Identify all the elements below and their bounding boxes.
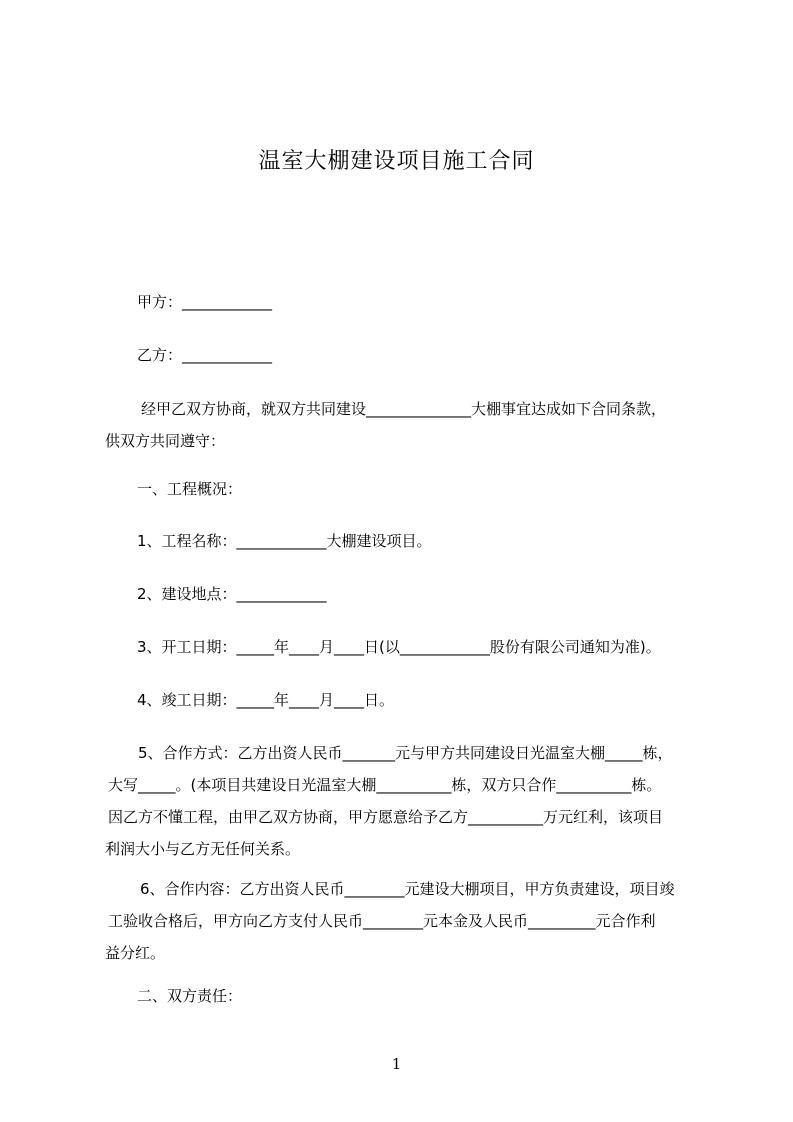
page-number: 1 — [391, 1055, 402, 1073]
item-1-project-name: 1、工程名称：____________大棚建设项目。 — [137, 532, 432, 550]
item-6-cooperation-content — [105, 873, 675, 969]
section-1-heading: 一、工程概况： — [137, 480, 243, 498]
item-5-line-1: 5、合作方式：乙方出资人民币_______元与甲方共同建设日光温室大棚_____栋， — [138, 744, 673, 762]
party-a-line: 甲方：____________ — [137, 293, 273, 311]
document-title: 温室大棚建设项目施工合同 — [258, 149, 535, 174]
item-2-location: 2、建设地点：____________ — [137, 585, 327, 603]
intro-line-2: 供双方共同遵守： — [105, 432, 226, 450]
item-5-cooperation-method — [105, 737, 673, 865]
item-5-line-2: 大写_____。(本项目共建设日光温室大棚__________栋，双方只合作__________栋。 — [108, 776, 662, 794]
item-6-line-1: 6、合作内容：乙方出资人民币________元建设大棚项目，甲方负责建设，项目竣 — [140, 880, 675, 898]
intro-paragraph — [105, 393, 666, 457]
item-3-start-date: 3、开工日期：_____年____月____日(以____________股份有限公司通知为准)。 — [137, 638, 661, 656]
item-5-line-3: 因乙方不懂工程，由甲乙双方协商，甲方愿意给予乙方__________万元红利，该项目 — [108, 808, 664, 826]
section-2-heading: 二、双方责任： — [137, 987, 243, 1005]
item-5-line-4: 利润大小与乙方无任何关系。 — [105, 840, 301, 858]
item-6-line-2: 工验收合格后，甲方向乙方支付人民币________元本金及人民币_________元合作利 — [108, 912, 656, 930]
item-6-line-3: 益分红。 — [105, 944, 166, 962]
item-4-completion-date: 4、竣工日期：_____年____月____日。 — [137, 691, 395, 709]
party-b-line: 乙方：____________ — [137, 346, 273, 364]
intro-line-1: 经甲乙双方协商，就双方共同建设______________大棚事宜达成如下合同条款， — [141, 400, 667, 418]
